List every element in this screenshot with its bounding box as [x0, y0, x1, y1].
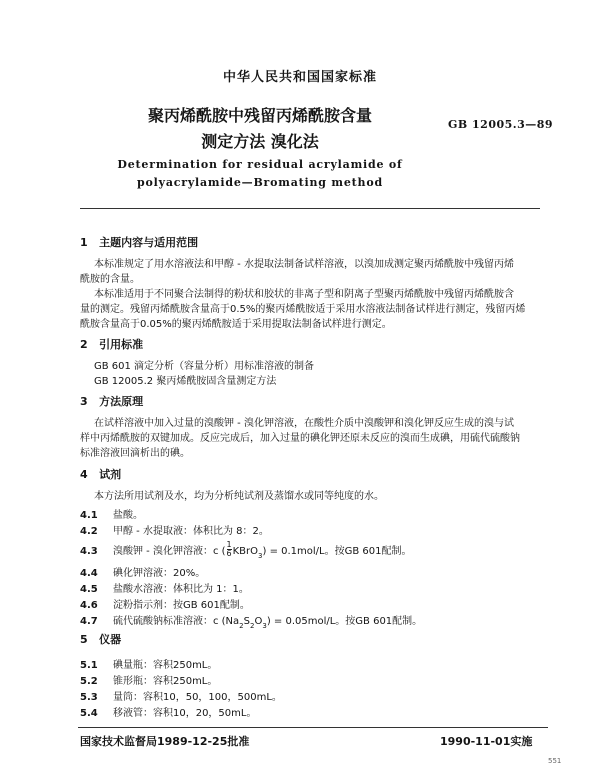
issuing-body: 中华人民共和国国家标准 — [222, 70, 377, 85]
section-1-para-2-line-1: 本标准适用于不同聚合法制得的粉状和胶状的非离子型和阴离子型聚丙烯酰胺中残留丙烯酰胺含 — [94, 289, 514, 300]
fraction-one-sixth — [227, 541, 232, 558]
title-line-1: 聚丙烯酰胺中残留丙烯酰胺含量 — [147, 106, 372, 125]
section-3-title: 方法原理 — [99, 395, 144, 408]
formula-compound: KBrO — [232, 546, 259, 557]
section-3-number: 3 — [80, 395, 88, 408]
section-3-line-2: 样中丙烯酰胺的双键加成。反应完成后，加入过量的碘化钾还原未反应的溴而生成碘，用硫代硫酸钠 — [80, 433, 520, 444]
section-1-para-1-line-1: 本标准规定了用水溶液法和甲醇 - 水提取法制备试样溶液，以溴加成测定聚丙烯酰胺中残留丙烯 — [94, 259, 514, 270]
fraction-numerator: 1 — [226, 540, 232, 549]
reference-gb-601: GB 601 滴定分析（容量分析）用标准溶液的制备 — [94, 361, 315, 372]
instrument-item-number: 5.3 — [80, 692, 98, 703]
reagent-item-number: 4.6 — [80, 600, 98, 611]
instrument-item-text: 碘量瓶：容积250mL。 — [112, 660, 218, 671]
section-3-heading — [80, 393, 143, 409]
formula-element: S — [243, 616, 250, 627]
section-5-title: 仪器 — [99, 633, 122, 646]
formula-element: O — [254, 616, 263, 627]
instrument-item — [80, 701, 256, 720]
section-2-title: 引用标准 — [99, 338, 144, 351]
section-5-number: 5 — [80, 633, 88, 646]
formula-subscript: 3 — [262, 622, 267, 631]
instrument-item-number: 5.4 — [80, 708, 98, 719]
formula-suffix: ) = 0.1mol/L。按GB 601配制。 — [262, 546, 412, 557]
instrument-item-text: 量筒：容积10，50，100，500mL。 — [112, 692, 282, 703]
title-line-2: 测定方法 溴化法 — [201, 132, 319, 151]
header-divider — [80, 208, 540, 209]
section-1-para-2-line-2: 量的测定。残留丙烯酰胺含量高于0.5%的聚丙烯酰胺适于采用水溶液法制备试样进行测定，残留丙烯 — [80, 304, 526, 315]
formula-subscript: 2 — [239, 622, 244, 631]
section-1-title: 主题内容与适用范围 — [99, 236, 199, 249]
formula-suffix: ) = 0.05mol/L。按GB 601配制。 — [266, 616, 423, 627]
formula-prefix: 溴酸钾 - 溴化钾溶液：c ( — [112, 546, 226, 557]
reagent-item-text: 淀粉指示剂：按GB 601配制。 — [112, 600, 250, 611]
section-1-para-2-line-3: 酰胺含量高于0.05%的聚丙烯酰胺适于采用提取法制备试样进行测定。 — [80, 319, 392, 330]
section-3-line-1: 在试样溶液中加入过量的溴酸钾 - 溴化钾溶液，在酸性介质中溴酸钾和溴化钾反应生成的溴与试 — [94, 418, 514, 429]
effective-date: 1990-11-01实施 — [440, 735, 533, 748]
reagent-item-number: 4.4 — [80, 568, 98, 579]
approval-statement: 国家技术监督局1989-12-25批准 — [80, 735, 250, 748]
reagent-item-text: 盐酸水溶液：体积比为 1：1。 — [112, 584, 249, 595]
reference-gb-12005-2: GB 12005.2 聚丙烯酰胺固含量测定方法 — [94, 376, 277, 387]
instrument-item-text: 移液管：容积10，20，50mL。 — [112, 708, 257, 719]
section-1-number: 1 — [80, 236, 88, 249]
section-4-intro: 本方法所用试剂及水，均为分析纯试剂及蒸馏水或同等纯度的水。 — [94, 491, 384, 502]
section-5-heading — [80, 631, 121, 647]
reagent-item-formula — [80, 609, 422, 630]
section-2-number: 2 — [80, 338, 88, 351]
reagent-item-number: 4.1 — [80, 510, 98, 521]
section-4-heading — [80, 466, 121, 482]
reagent-item-number: 4.5 — [80, 584, 98, 595]
reagent-item-text: 盐酸。 — [112, 510, 143, 521]
instrument-item-number: 5.1 — [80, 660, 98, 671]
reagent-item-formula — [80, 539, 412, 560]
section-3-line-3: 标准溶液回滴析出的碘。 — [80, 448, 190, 459]
page-number: 551 — [548, 757, 562, 765]
section-1-heading — [80, 234, 198, 250]
section-2-heading — [80, 336, 143, 352]
english-title-line-2: polyacrylamide—Bromating method — [137, 176, 383, 189]
footer-divider — [78, 727, 548, 728]
formula-subscript: 3 — [258, 552, 263, 561]
reagent-item-number: 4.2 — [80, 526, 98, 537]
section-4-number: 4 — [80, 468, 88, 481]
fraction-denominator: 6 — [226, 549, 232, 558]
reagent-item — [80, 519, 269, 538]
english-title-line-1: Determination for residual acrylamide of — [117, 158, 403, 171]
instrument-item-text: 锥形瓶：容积250mL。 — [112, 676, 218, 687]
formula-prefix: 硫代硫酸钠标准溶液：c (Na — [112, 616, 240, 627]
reagent-item-text: 碘化钾溶液：20%。 — [112, 568, 206, 579]
standard-number: GB 12005.3—89 — [448, 118, 554, 131]
reagent-item-number: 4.3 — [80, 546, 98, 557]
reagent-item-text: 甲醇 - 水提取液：体积比为 8：2。 — [112, 526, 269, 537]
section-1-para-1-line-2: 酰胺的含量。 — [80, 274, 140, 285]
reagent-item-number: 4.7 — [80, 616, 98, 627]
instrument-item-number: 5.2 — [80, 676, 98, 687]
section-4-title: 试剂 — [99, 468, 122, 481]
formula-subscript: 2 — [250, 622, 255, 631]
